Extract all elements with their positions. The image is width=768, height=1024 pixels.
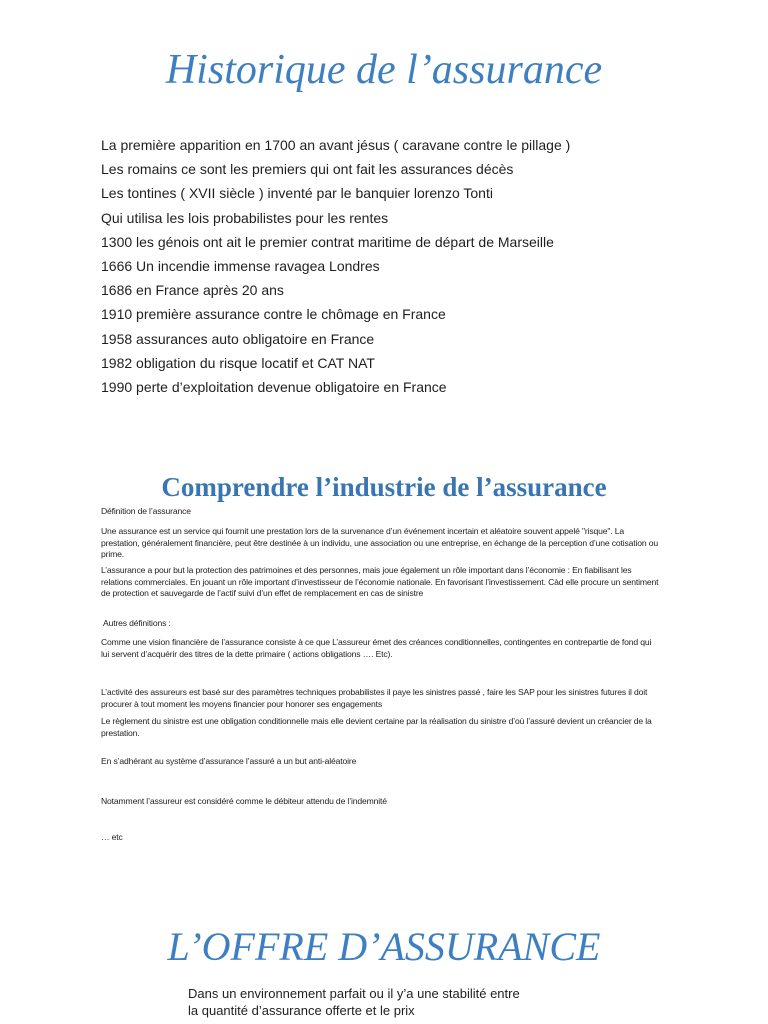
financial-vision-paragraph: Comme une vision financière de l’assurance consiste à ce que L’assureur émet des créances conditionnelles, contingentes en contrepartie de fond qui lui servent d’acquérir des titres de la dette primaire ( actions obligations …. Etc). <box>101 637 652 659</box>
history-item: La première apparition en 1700 an avant jésus ( caravane contre le pillage ) <box>101 137 571 153</box>
history-item: Les tontines ( XVII siècle ) inventé par le banquier lorenzo Tonti <box>101 185 493 202</box>
section-heading-industry: Comprendre l’industrie de l’assurance <box>161 472 607 502</box>
other-definitions-label: Autres définitions : <box>103 618 171 628</box>
page-title: Historique de l’assurance <box>165 47 603 93</box>
offer-line: la quantité d’assurance offerte et le prix <box>188 1003 415 1018</box>
role-paragraph: L’assurance a pour but la protection des patrimoines et des personnes, mais joue également un rôle important dans l’économie : En fiabilisant les relations commerciales. En jouant un rôle important d’investisseur de l’économie nationale. En favorisant l’investissement. Càd elle procure un sentiment de protection et sauvegarde de l’actif suivi d’un effet de remplacement en cas de sinistre <box>101 565 659 599</box>
claim-settlement-paragraph: Le règlement du sinistre est une obligation conditionnelle mais elle devient certaine par la réalisation du sinistre d’où l’assuré devient un créancier de la prestation. <box>101 716 652 738</box>
history-item: 1686 en France après 20 ans <box>101 282 284 299</box>
history-item: Qui utilisa les lois probabilistes pour les rentes <box>101 209 389 226</box>
history-item: 1958 assurances auto obligatoire en France <box>101 330 375 347</box>
section-heading-offer: L’OFFRE D’ASSURANCE <box>167 924 601 969</box>
history-item: 1300 les génois ont ait le premier contrat maritime de départ de Marseille <box>101 233 554 250</box>
adherent-paragraph: En s’adhérant au système d’assurance l’assuré a un but anti-aléatoire <box>101 756 357 766</box>
history-item: 1910 première assurance contre le chômage en France <box>101 306 446 323</box>
history-item: 1666 Un incendie immense ravagea Londres <box>101 257 380 274</box>
definition-paragraph: Une assurance est un service qui fournit une prestation lors de la survenance d’un événement incertain et aléatoire souvent appelé "risque". La prestation, généralement financière, peut être destinée à un individu, une association ou une entreprise, en échange de la perception d’une cotisation ou prime. <box>101 526 659 560</box>
offer-paragraph <box>188 985 520 1019</box>
history-list <box>101 133 570 399</box>
history-item: 1982 obligation du risque locatif et CAT NAT <box>101 354 375 371</box>
offer-line: Dans un environnement parfait ou il y’a une stabilité entre <box>188 986 520 1001</box>
debtor-paragraph: Notamment l’assureur est considéré comme le débiteur attendu de l’indemnité <box>101 796 387 806</box>
etc-text: … etc <box>101 832 123 842</box>
history-item: 1990 perte d’exploitation devenue obligatoire en France <box>101 378 447 395</box>
definition-label: Définition de l’assurance <box>101 506 191 516</box>
insurer-activity-paragraph: L’activité des assureurs est basé sur des paramètres techniques probabilistes il paye les sinistres passé , faire les SAP pour les sinistres futures il doit procurer à tout moment les moyens financier pour honorer ses engagements <box>101 687 648 709</box>
history-item: Les romains ce sont les premiers qui ont fait les assurances décès <box>101 161 514 178</box>
